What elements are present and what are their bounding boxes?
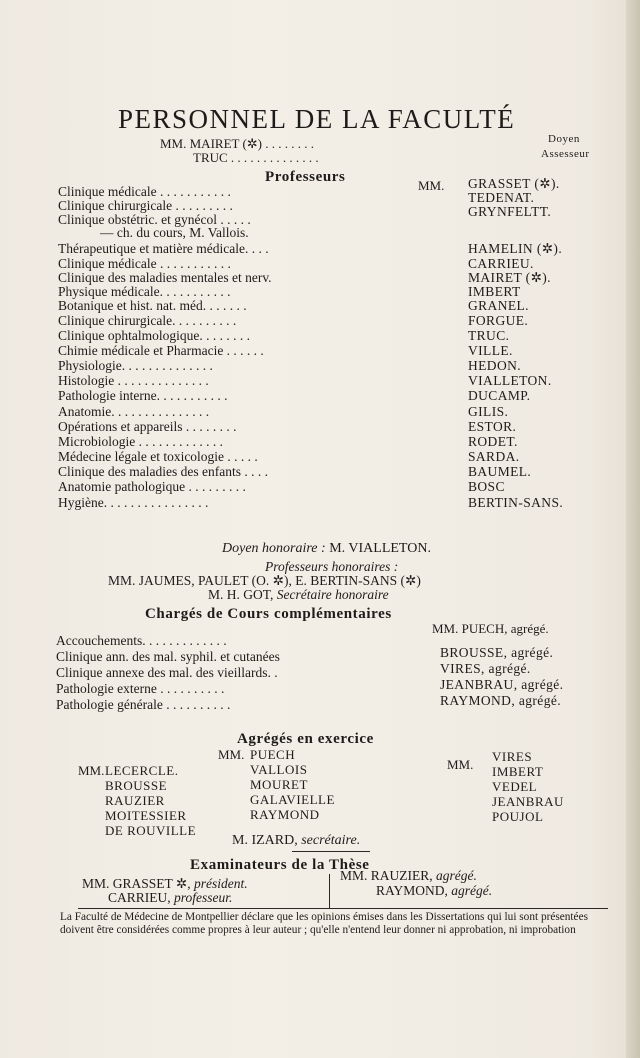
professor-name: DUCAMP. [468,388,531,403]
agreges-secretary [232,833,360,849]
agrege-name: GALAVIELLE [250,792,335,807]
professor-name: GRASSET (✲). [468,176,560,191]
agrege-name: MOURET [250,777,308,792]
honorary-dean [222,541,431,557]
professor-chair: Médecine légale et toxicologie . . . . . [58,449,258,464]
supplementary-first-name: MM. PUECH, agrégé. [432,621,549,636]
examiner-president-role: président. [193,876,248,891]
professor-name: SARDA. [468,449,520,464]
page-title: PERSONNEL DE LA FACULTÉ [118,104,516,134]
supplementary-name: JEANBRAU, agrégé. [440,677,564,692]
supplementary-name: VIRES, agrégé. [440,661,531,676]
agreges-col1-prefix: MM. [78,763,105,778]
agrege-name: DE ROUVILLE [105,823,197,838]
professor-name: GRANEL. [468,298,529,313]
honorary-secretary [208,587,389,603]
supplementary-course: Accouchements. . . . . . . . . . . . . [56,633,227,648]
supplementary-course: Pathologie générale . . . . . . . . . . [56,697,231,712]
examiner-president-name: MM. GRASSET ✲, [82,876,191,891]
professor-name: BERTIN-SANS. [468,495,564,510]
honorary-prof-names: MM. JAUMES, PAULET (O. ✲), E. BERTIN-SANS (✲) [108,573,421,588]
honorary-secretary-label: Secrétaire honoraire [276,587,389,602]
examiners-heading: Examinateurs de la Thèse [190,857,370,873]
professor-name: BAUMEL. [468,464,532,479]
professor-chair: Anatomie pathologique . . . . . . . . . [58,479,246,494]
professor-name: MAIRET (✲). [468,270,551,285]
professor-chair: Botanique et hist. nat. méd. . . . . . . [58,298,247,313]
agreges-secretary-label: secrétaire. [301,833,361,848]
professor-chair: Hygiène. . . . . . . . . . . . . . . . [58,495,209,510]
professor-name: HAMELIN (✲). [468,241,563,256]
supplementary-name: BROUSSE, agrégé. [440,645,554,660]
assessor-label: Assesseur [541,148,590,160]
professor-chair: Microbiologie . . . . . . . . . . . . . [58,434,223,449]
professor-chair: Thérapeutique et matière médicale. . . . [58,241,269,256]
examiner-agrege-2-name: RAYMOND, [376,883,448,898]
professor-name: GILIS. [468,404,509,419]
professor-chair: Clinique chirurgicale. . . . . . . . . . [58,313,237,328]
agreges-heading: Agrégés en exercice [237,731,374,747]
professor-chair: Clinique des maladies des enfants . . . . [58,464,268,479]
examiners-divider [329,874,330,908]
examiner-agrege-2 [376,883,492,899]
professor-name: TEDENAT. [468,190,535,205]
professors-heading: Professeurs [265,169,346,185]
agrege-name: JEANBRAU [492,794,564,809]
honorary-dean-label: Doyen honoraire : [222,541,326,556]
assessor-line: TRUC . . . . . . . . . . . . . . [193,150,319,165]
agrege-name: POUJOL [492,809,544,824]
agrege-name: VIRES [492,749,533,764]
supplementary-name: RAYMOND, agrégé. [440,693,562,708]
professor-chair: Clinique ophtalmologique. . . . . . . . [58,328,250,343]
professor-chair: Clinique obstétric. et gynécol . . . . . [58,212,251,227]
footnote: La Faculté de Médecine de Montpellier déclare que les opinions émises dans les Dissertations qui lui sont présentées doivent être considérées comme propres à leur auteur ; qu'elle n'entend leur donner ni approbation, ni improbation [60,911,588,936]
professor-chair: Anatomie. . . . . . . . . . . . . . . [58,404,210,419]
professor-chair: Clinique chirurgicale . . . . . . . . . [58,198,233,213]
professor-name: BOSC [468,479,505,494]
professor-chair: Pathologie interne. . . . . . . . . . . [58,388,228,403]
examiner-agrege-1-name: MM. RAUZIER, [340,868,433,883]
agrege-name: BROUSSE [105,778,168,793]
examiner-professor-role: professeur. [174,890,233,905]
professor-chair: Histologie . . . . . . . . . . . . . . [58,373,209,388]
dean-line: MM. MAIRET (✲) . . . . . . . . [160,136,315,151]
professors-mm: MM. [418,178,445,193]
agrege-name: IMBERT [492,764,544,779]
honorary-dean-name: M. VIALLETON. [329,541,431,556]
professor-name: FORGUE. [468,313,529,328]
agrege-name: PUECH [250,747,296,762]
professor-chair: — ch. du cours, M. Vallois. [100,225,249,240]
dean-label: Doyen [548,133,580,145]
supplementary-heading: Chargés de Cours complémentaires [145,606,392,622]
footnote-rule [78,908,608,909]
professor-chair: Physique médicale. . . . . . . . . . . [58,284,231,299]
examiner-agrege-1 [340,868,477,884]
professor-name: GRYNFELTT. [468,204,552,219]
professor-name: VILLE. [468,343,513,358]
agrege-name: MOITESSIER [105,808,187,823]
professor-name: VIALLETON. [468,373,552,388]
agreges-col2-prefix: MM. [218,747,245,762]
examiner-professor [108,890,232,906]
professor-name: IMBERT [468,284,521,299]
agreges-col3-prefix: MM. [447,757,474,772]
supplementary-course: Clinique ann. des mal. syphil. et cutanées [56,649,280,664]
examiner-professor-name: CARRIEU, [108,890,171,905]
professor-chair: Clinique des maladies mentales et nerv. [58,270,272,285]
examiner-agrege-1-role: agrégé. [436,868,477,883]
professor-chair: Opérations et appareils . . . . . . . . [58,419,237,434]
professor-name: HEDON. [468,358,522,373]
professor-name: CARRIEU. [468,256,534,271]
professor-chair: Chimie médicale et Pharmacie . . . . . . [58,343,264,358]
professor-name: RODET. [468,434,518,449]
professor-chair: Clinique médicale . . . . . . . . . . . [58,184,231,199]
page-edge [626,0,640,1058]
professor-chair: Physiologie. . . . . . . . . . . . . . [58,358,213,373]
supplementary-course: Pathologie externe . . . . . . . . . . [56,681,225,696]
agreges-secretary-name: M. IZARD, [232,833,298,848]
secretary-underline [292,851,370,852]
examiner-agrege-2-role: agrégé. [451,883,493,898]
professor-name: TRUC. [468,328,510,343]
agrege-name: VEDEL [492,779,538,794]
professor-chair: Clinique médicale . . . . . . . . . . . [58,256,231,271]
agrege-name: RAUZIER [105,793,165,808]
agrege-name: VALLOIS [250,762,308,777]
agrege-name: RAYMOND [250,807,320,822]
honorary-secretary-name: M. H. GOT, [208,587,274,602]
professor-name: ESTOR. [468,419,517,434]
agrege-name: LECERCLE. [105,763,179,778]
supplementary-course: Clinique annexe des mal. des vieillards. . [56,665,278,680]
honorary-prof-label: Professeurs honoraires : [265,559,399,574]
